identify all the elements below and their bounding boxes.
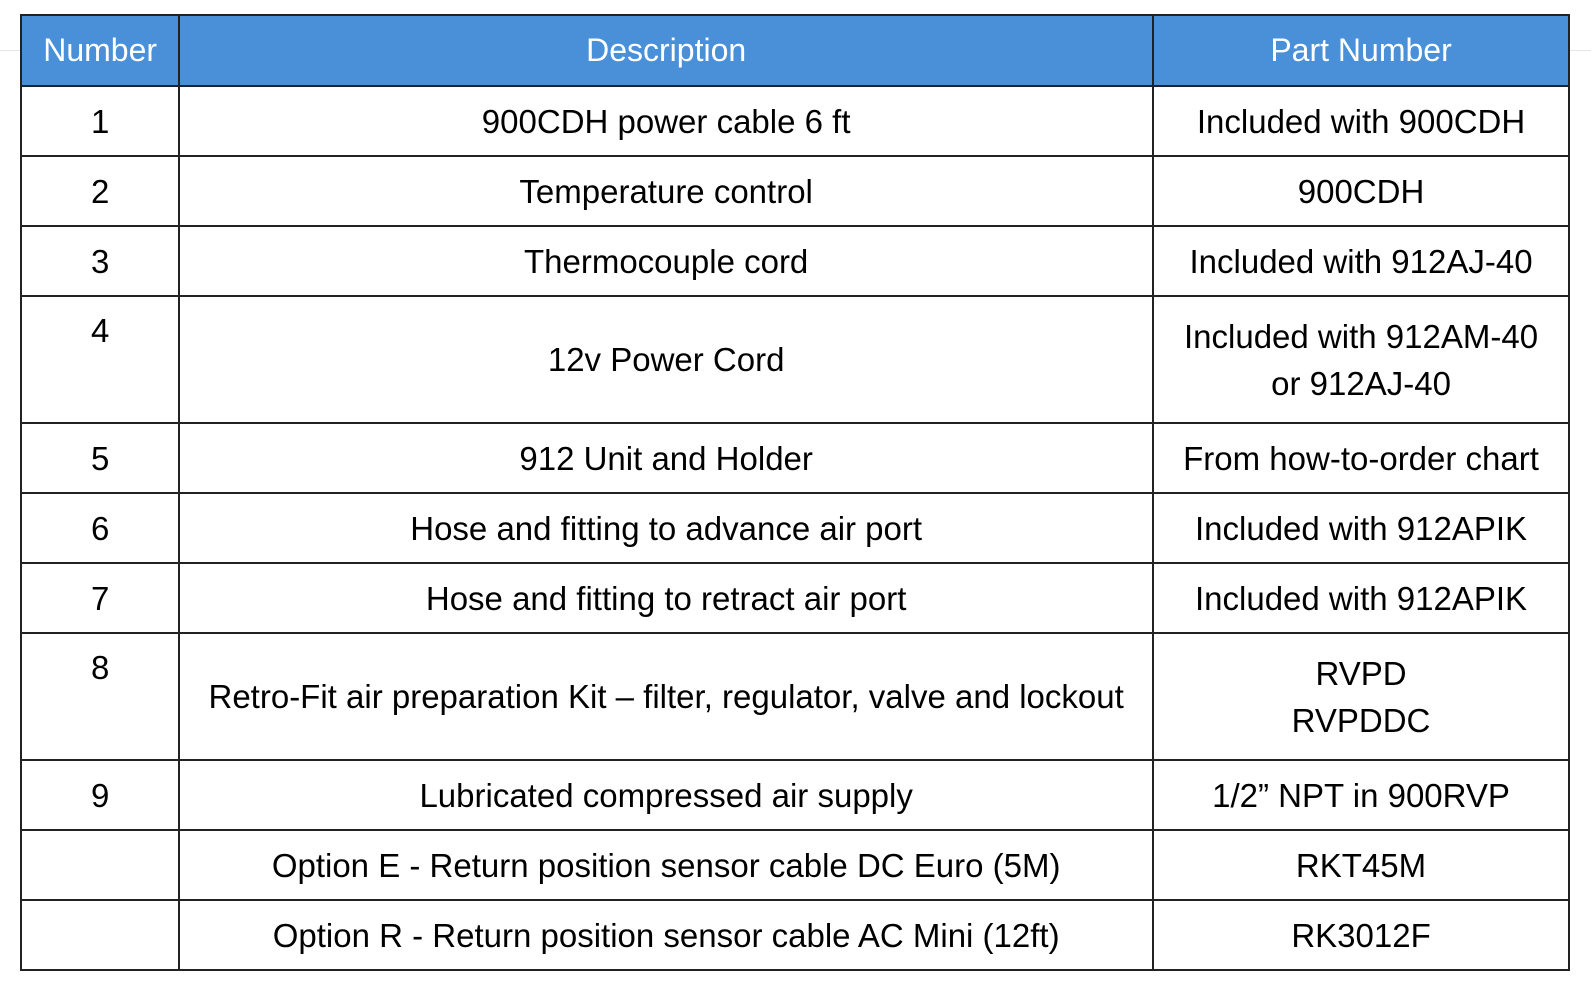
part-number-line: or 912AJ-40	[1271, 364, 1451, 402]
cell-number	[21, 900, 179, 970]
part-number-line: 900CDH	[1297, 172, 1425, 210]
cell-part-number	[1153, 633, 1569, 760]
table-row	[21, 563, 1569, 633]
part-number-line: RK3012F	[1291, 916, 1431, 954]
cell-description: Hose and fitting to advance air port	[179, 493, 1153, 563]
table-row	[21, 900, 1569, 970]
cell-number	[21, 830, 179, 900]
cell-number: 7	[21, 563, 179, 633]
cell-number: 4	[21, 296, 179, 423]
header-number: Number	[21, 15, 179, 86]
table-row	[21, 156, 1569, 226]
cell-part-number	[1153, 760, 1569, 830]
cell-description: 912 Unit and Holder	[179, 423, 1153, 493]
part-number-line: Included with 912APIK	[1195, 509, 1528, 547]
table-row	[21, 493, 1569, 563]
cell-part-number	[1153, 156, 1569, 226]
cell-description: Temperature control	[179, 156, 1153, 226]
table-body	[21, 86, 1569, 970]
cell-description: Lubricated compressed air supply	[179, 760, 1153, 830]
cell-description: Retro-Fit air preparation Kit – filter, regulator, valve and lockout	[179, 633, 1153, 760]
part-number-line: Included with 912AM-40	[1184, 317, 1539, 355]
cell-part-number	[1153, 830, 1569, 900]
cell-description: Thermocouple cord	[179, 226, 1153, 296]
table-row	[21, 226, 1569, 296]
cell-number: 1	[21, 86, 179, 156]
header-description: Description	[179, 15, 1153, 86]
cell-part-number	[1153, 86, 1569, 156]
table-row	[21, 760, 1569, 830]
cell-description: Hose and fitting to retract air port	[179, 563, 1153, 633]
table-row	[21, 423, 1569, 493]
table-row	[21, 830, 1569, 900]
cell-part-number	[1153, 296, 1569, 423]
part-number-line: RKT45M	[1295, 846, 1427, 884]
part-number-line: From how-to-order chart	[1183, 439, 1539, 477]
cell-number: 2	[21, 156, 179, 226]
cell-number: 8	[21, 633, 179, 760]
part-number-line: 1/2” NPT in 900RVP	[1212, 776, 1510, 814]
table-row	[21, 296, 1569, 423]
parts-table	[20, 14, 1570, 971]
table-row	[21, 86, 1569, 156]
cell-description: 12v Power Cord	[179, 296, 1153, 423]
part-number-line: Included with 912APIK	[1195, 579, 1528, 617]
cell-number: 3	[21, 226, 179, 296]
cell-part-number	[1153, 226, 1569, 296]
table-row	[21, 633, 1569, 760]
cell-part-number	[1153, 900, 1569, 970]
part-number-line: Included with 912AJ-40	[1189, 242, 1533, 280]
cell-number: 6	[21, 493, 179, 563]
cell-number: 9	[21, 760, 179, 830]
cell-description: Option E - Return position sensor cable DC Euro (5M)	[179, 830, 1153, 900]
cell-description: Option R - Return position sensor cable AC Mini (12ft)	[179, 900, 1153, 970]
part-number-line: Included with 900CDH	[1196, 102, 1526, 140]
cell-number: 5	[21, 423, 179, 493]
cell-part-number	[1153, 423, 1569, 493]
part-number-line: RVPDDC	[1291, 701, 1431, 739]
header-part-number: Part Number	[1153, 15, 1569, 86]
part-number-line: RVPD	[1315, 654, 1407, 692]
table-header-row	[21, 15, 1569, 86]
cell-part-number	[1153, 563, 1569, 633]
cell-part-number	[1153, 493, 1569, 563]
cell-description: 900CDH power cable 6 ft	[179, 86, 1153, 156]
